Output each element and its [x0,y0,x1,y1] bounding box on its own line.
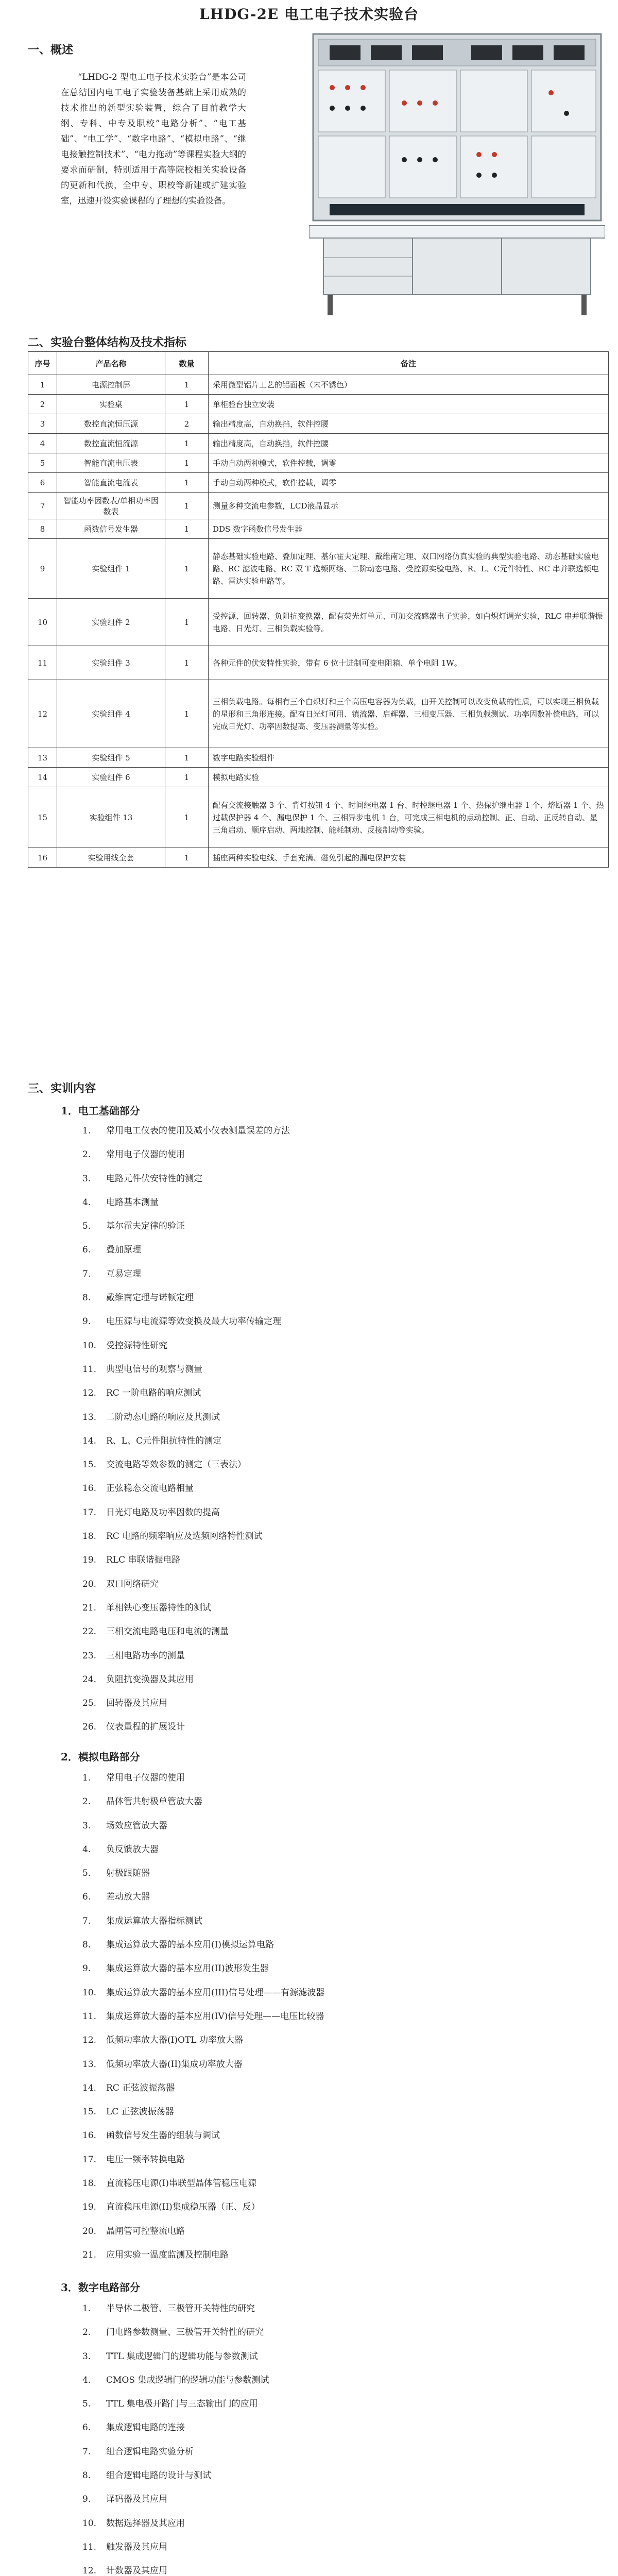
table-row [28,748,609,768]
cell-no: 5 [28,453,57,473]
list-item-label: 晶体管共射极单管放大器 [106,1797,202,1807]
list-item [82,1648,290,1672]
list-item-number: 5. [82,1868,91,1879]
list-item-label: 负反馈放大器 [106,1844,159,1855]
list-item [82,2104,324,2128]
list-item [82,2468,281,2492]
table-row [28,680,609,748]
section-heading-structure: 二、实验台整体结构及技术指标 [28,336,187,349]
list-item-label: 叠加原理 [106,1245,141,1256]
list-item-number: 9. [82,1316,91,1327]
cell-name: 实验桌 [57,395,165,414]
cell-qty: 2 [165,414,209,434]
list-item-number: 14. [82,2082,97,2093]
cell-qty: 1 [165,768,209,787]
list-item [82,1937,324,1961]
list-item [82,1961,324,1985]
experiment-list [82,1770,324,2271]
cell-name: 实验组件 13 [57,787,165,848]
list-item-label: 负阻抗变换器及其应用 [106,1674,194,1685]
list-item-number: 8. [82,2470,91,2481]
list-item-label: 组合逻辑电路实验分析 [106,2446,194,2457]
list-item-label: 三相电路功率的测量 [106,1650,185,1661]
list-item-label: 电压一频率转换电路 [106,2154,185,2165]
cell-name: 智能功率因数表/单相功率因数表 [57,493,165,519]
list-item-label: RC 一阶电路的响应测试 [106,1388,201,1399]
list-item-label: 单相铁心变压器特性的测试 [106,1602,211,1613]
list-item-label: 射极跟随器 [106,1868,150,1879]
cell-no: 1 [28,375,57,395]
list-item [82,2444,281,2468]
list-item-number: 8. [82,1293,91,1303]
list-item-number: 2. [82,1149,91,1160]
list-item-number: 7. [82,1916,91,1926]
list-item-label: 集成运算放大器的基本应用(II)波形发生器 [106,1963,269,1974]
list-item [82,2539,281,2563]
list-item-number: 10. [82,1340,97,1351]
list-item [82,1696,290,1719]
list-item-number: 11. [82,2541,97,2552]
table-row [28,473,609,493]
list-item-label: 直流稳压电源(I)串联型晶体管稳压电源 [106,2178,256,2189]
list-item-label: 译码器及其应用 [106,2494,167,2505]
cell-qty: 1 [165,473,209,493]
section-heading-overview: 一、概述 [28,43,74,57]
cell-name: 数控直流恒流源 [57,434,165,453]
list-item-number: 10. [82,1987,97,1998]
list-item-label: 集成运算放大器指标测试 [106,1916,202,1926]
list-item [82,2057,324,2080]
cell-qty: 1 [165,848,209,868]
list-item-label: TTL 集电极开路门与三态输出门的应用 [106,2399,258,2410]
part-heading: 3．数字电路部分 [61,2281,140,2294]
list-item [82,1290,290,1314]
list-item-number: 6. [82,1245,91,1256]
list-item [82,1794,324,1818]
list-item-label: 日光灯电路及功率因数的提高 [106,1507,220,1518]
list-item-label: 半导体二极管、三极管开关特性的研究 [106,2303,255,2314]
cell-desc: 手动自动两种模式，软件控载，调零 [209,453,609,473]
list-item-number: 15. [82,2107,97,2117]
cell-name: 实验组件 5 [57,748,165,768]
list-item [82,1505,290,1529]
list-item-label: 组合逻辑电路的设计与测试 [106,2470,211,2481]
list-item [82,2372,281,2396]
list-item-number: 13. [82,1412,97,1422]
list-item-label: 低频功率放大器(II)集成功率放大器 [106,2059,243,2070]
list-item-label: LC 正弦波振荡器 [106,2107,174,2117]
list-item [82,2247,324,2271]
list-item [82,1818,324,1842]
table-row [28,453,609,473]
list-item-number: 1. [82,2303,91,2314]
cell-qty: 1 [165,599,209,646]
list-item-label: 常用电子仪器的使用 [106,1149,185,1160]
list-item-label: 互易定理 [106,1268,141,1279]
list-item-number: 21. [82,1602,97,1613]
experiment-list [82,1123,290,1743]
list-item [82,1195,290,1218]
list-item [82,2563,281,2576]
list-item [82,2349,281,2372]
cell-desc: 输出精度高，自动换挡，软件控腰 [209,414,609,434]
intro-paragraph: “LHDG-2 型电工电子技术实验台”是本公司在总结国内电工电子实验装备基础上采用成熟的技术推出的新型实验装置，综合了目前教学大纲、专科、中专及职校“电路分析”、“电工基础”、“电工学”、“数字电路”、“模拟电路”、“继电接触控制技术”、“电力拖动”等课程实验大纲的要求而研制，特别适用于高等院校相关实验设备的更新和代换，全中专、职校等新建或扩建实验室，迅速开设实验课程的了理想的实验设备。 [61,72,246,206]
list-item-label: 常用电子仪器的使用 [106,1773,185,1783]
list-item [82,1242,290,1266]
list-item [82,1600,290,1624]
table-row [28,787,609,848]
list-item [82,1889,324,1913]
table-row [28,493,609,519]
list-item [82,2396,281,2420]
list-item-number: 23. [82,1650,97,1661]
list-item-number: 19. [82,1555,97,1566]
list-item-label: R、L、C元件阻抗特性的测定 [106,1435,222,1446]
cell-desc: 配有交流接触器 3 个、背灯按钮 4 个、时间继电器 1 台、时控继电器 1 个、热保护继电器 1 个、熔断器 1 个、热过载保护器 4 个、漏电保护 1 个、三相异步电机 1 台，可完成三相电机的点动控制、正、自动、正反转自动、星三角启动、顺序启动、两地控制、能耗制动、反接制动等实验。 [209,787,609,848]
list-item [82,1218,290,1242]
cell-name: 智能直流电压表 [57,453,165,473]
cell-no: 10 [28,599,57,646]
list-item-number: 4. [82,1844,91,1855]
cell-desc: 测量多种交流电参数，LCD液晶显示 [209,493,609,519]
list-item [82,1338,290,1362]
list-item-number: 5. [82,1221,91,1232]
cell-no: 2 [28,395,57,414]
cell-desc: 三相负载电路。每相有三个白炽灯和三个高压电容器为负载，由开关控制可以改变负载的性质，可以实现三相负载的星形和三角形连接。配有日光灯可用、镇流器、启辉器、三相变压器、三相负载测试、功率因数补偿电路，可以完成日光灯、功率因数提高、变压器测量等实验。 [209,680,609,748]
cell-no: 12 [28,680,57,748]
list-item-label: 集成运算放大器的基本应用(III)信号处理——有源滤波器 [106,1987,325,1998]
table-row [28,599,609,646]
cell-desc: 插座两种实验电线、手套充满、磁免引起的漏电保护安装 [209,848,609,868]
list-item [82,2420,281,2444]
list-item-label: 双口网络研究 [106,1579,159,1589]
cell-no: 13 [28,748,57,768]
list-item-label: 应用实验一温度监测及控制电路 [106,2249,229,2260]
list-item [82,1433,290,1457]
list-item [82,1314,290,1337]
cell-desc: 单柜验台独立安装 [209,395,609,414]
cell-name: 电源控制屏 [57,375,165,395]
spec-table [28,351,609,868]
column-header-desc: 备注 [209,352,609,375]
list-item-label: 三相交流电路电压和电流的测量 [106,1626,229,1637]
list-item [82,1171,290,1195]
list-item-number: 3. [82,1173,91,1184]
list-item [82,1672,290,1696]
list-item-label: 戴维南定理与诺顿定理 [106,1293,194,1303]
list-item [82,2009,324,2032]
cell-no: 11 [28,646,57,680]
list-item-number: 20. [82,1579,97,1589]
list-item [82,1770,324,1794]
list-item-label: 典型电信号的观察与测量 [106,1364,202,1375]
list-item [82,1866,324,1889]
cell-name: 实验用线全套 [57,848,165,868]
list-item-label: 门电路参数测量、三极管开关特性的研究 [106,2327,264,2338]
cell-qty: 1 [165,539,209,599]
list-item-number: 21. [82,2249,97,2260]
list-item-number: 5. [82,2399,91,2410]
list-item [82,1147,290,1171]
list-item-number: 3. [82,2351,91,2362]
experiment-list [82,2301,281,2576]
list-item-number: 26. [82,1722,97,1733]
column-header-name: 产品名称 [57,352,165,375]
list-item [82,1529,290,1552]
cell-qty: 1 [165,375,209,395]
list-item-number: 17. [82,1507,97,1518]
list-item-number: 2. [82,1797,91,1807]
table-row [28,646,609,680]
cell-desc: 各种元件的伏安特性实验，带有 6 位十进制可变电阻箱、单个电阻 1W。 [209,646,609,680]
list-item-number: 6. [82,2422,91,2433]
list-item-number: 19. [82,2202,97,2213]
list-item-label: 二阶动态电路的响应及其测试 [106,1412,220,1422]
list-item [82,1913,324,1937]
list-item-number: 12. [82,2566,97,2576]
list-item [82,1123,290,1147]
table-row [28,768,609,787]
list-item-number: 1. [82,1773,91,1783]
list-item-number: 13. [82,2059,97,2070]
list-item-number: 11. [82,2011,97,2022]
list-item-label: 数据选择器及其应用 [106,2518,185,2529]
list-item-number: 17. [82,2154,97,2165]
list-item-label: 常用电工仪表的使用及减小仪表测量误差的方法 [106,1126,290,1136]
list-item-number: 11. [82,1364,97,1375]
list-item-label: RLC 串联谐振电路 [106,1555,181,1566]
list-item-label: 回转器及其应用 [106,1698,167,1709]
table-header-row [28,352,609,375]
cell-name: 实验组件 3 [57,646,165,680]
list-item-number: 2. [82,2327,91,2338]
list-item-number: 7. [82,1268,91,1279]
cell-no: 14 [28,768,57,787]
list-item-number: 7. [82,2446,91,2457]
list-item [82,1410,290,1433]
table-row [28,375,609,395]
table-row [28,434,609,453]
list-item [82,1842,324,1866]
list-item-label: 计数器及其应用 [106,2566,167,2576]
list-item-label: 场效应管放大器 [106,1820,167,1831]
list-item [82,2128,324,2151]
product-photo [309,31,605,319]
part-heading: 1．电工基础部分 [61,1105,140,1117]
list-item [82,2152,324,2176]
cell-name: 实验组件 4 [57,680,165,748]
list-item-label: 集成运算放大器的基本应用(IV)信号处理——电压比较器 [106,2011,324,2022]
list-item-number: 3. [82,1820,91,1831]
cell-desc: 静态基础实验电路、叠加定理、基尔霍夫定理、戴维南定理、双口网络仿真实验的典型实验电路、动态基础实验电路、RC 滤波电路、RC 双 T 选频网络、二阶动态电路、受控源实验电路、R、L、C元件特性、RC 串并联选频电路、雷达实验电路等。 [209,539,609,599]
list-item-number: 10. [82,2518,97,2529]
list-item-number: 18. [82,1531,97,1542]
cell-name: 实验组件 6 [57,768,165,787]
list-item [82,1985,324,2009]
list-item-number: 8. [82,1940,91,1951]
list-item-number: 18. [82,2178,97,2189]
list-item [82,2080,324,2104]
table-row [28,848,609,868]
list-item-number: 22. [82,1626,97,1637]
list-item-number: 6. [82,1892,91,1903]
list-item-number: 15. [82,1460,97,1470]
list-item-number: 16. [82,2130,97,2141]
list-item [82,2301,281,2325]
list-item [82,1266,290,1290]
list-item-number: 24. [82,1674,97,1685]
cell-no: 15 [28,787,57,848]
column-header-qty: 数量 [165,352,209,375]
list-item-number: 1. [82,1126,91,1136]
list-item [82,1362,290,1385]
list-item-label: 晶闸管可控整流电路 [106,2226,185,2236]
list-item-label: 集成运算放大器的基本应用(I)模拟运算电路 [106,1940,274,1951]
cell-no: 7 [28,493,57,519]
list-item-number: 12. [82,2035,97,2046]
list-item-number: 14. [82,1435,97,1446]
cell-no: 6 [28,473,57,493]
cell-desc: 受控源、回转器、负阻抗变换器、配有荧光灯单元、可加交流感器电子实验，如白炽灯调光实验，RLC 串并联谐振电路、日光灯、三相负载实验等。 [209,599,609,646]
cell-desc: 数字电路实验组件 [209,748,609,768]
cell-no: 3 [28,414,57,434]
cell-no: 9 [28,539,57,599]
list-item-label: 低频功率放大器(I)OTL 功率放大器 [106,2035,243,2046]
list-item-label: RC 电路的频率响应及选频网络特性测试 [106,1531,263,1542]
list-item-label: 集成逻辑电路的连接 [106,2422,185,2433]
list-item-label: 电路元件伏安特性的测定 [106,1173,202,1184]
table-row [28,414,609,434]
list-item-label: RC 正弦波振荡器 [106,2082,175,2093]
cell-name: 实验组件 2 [57,599,165,646]
list-item-label: TTL 集成逻辑门的逻辑功能与参数测试 [106,2351,258,2362]
column-header-no: 序号 [28,352,57,375]
list-item-number: 25. [82,1698,97,1709]
list-item [82,2176,324,2199]
list-item-number: 12. [82,1388,97,1399]
section-heading-content: 三、实训内容 [28,1082,96,1095]
list-item [82,2199,324,2223]
cell-qty: 1 [165,519,209,539]
list-item [82,1385,290,1409]
cell-desc: DDS 数字函数信号发生器 [209,519,609,539]
list-item [82,1624,290,1648]
cell-qty: 1 [165,748,209,768]
cell-qty: 1 [165,434,209,453]
list-item [82,2492,281,2515]
list-item [82,2516,281,2539]
list-item-label: 基尔霍夫定律的验证 [106,1221,185,1232]
cell-no: 4 [28,434,57,453]
list-item-number: 4. [82,2375,91,2385]
table-row [28,519,609,539]
cell-qty: 1 [165,395,209,414]
list-item-label: 正弦稳态交流电路相量 [106,1483,194,1494]
part-heading: 2．模拟电路部分 [61,1751,140,1763]
list-item [82,1552,290,1576]
list-item [82,2325,281,2348]
list-item [82,1719,290,1743]
list-item-label: 仪表量程的扩展设计 [106,1722,185,1733]
list-item [82,1481,290,1504]
cell-qty: 1 [165,646,209,680]
cell-no: 16 [28,848,57,868]
cell-no: 8 [28,519,57,539]
list-item-label: 函数信号发生器的组装与调试 [106,2130,220,2141]
list-item-number: 20. [82,2226,97,2236]
list-item-label: 差动放大器 [106,1892,150,1903]
list-item-label: 受控源特性研究 [106,1340,167,1351]
cell-qty: 1 [165,453,209,473]
list-item-number: 9. [82,2494,91,2505]
cell-desc: 手动自动两种模式，软件控载，调零 [209,473,609,493]
cell-name: 数控直流恒压源 [57,414,165,434]
cell-desc: 模拟电路实验 [209,768,609,787]
page-title: LHDG-2E 电工电子技术实验台 [199,6,419,23]
list-item-label: 直流稳压电源(II)集成稳压器（正、反） [106,2202,260,2213]
list-item-number: 9. [82,1963,91,1974]
table-row [28,395,609,414]
list-item-label: CMOS 集成逻辑门的逻辑功能与参数测试 [106,2375,269,2385]
cell-qty: 1 [165,493,209,519]
cell-desc: 采用微型铝片工艺的铝面板（未不锈色） [209,375,609,395]
list-item-label: 电压源与电流源等效变换及最大功率传输定理 [106,1316,281,1327]
list-item [82,2224,324,2247]
list-item-label: 电路基本测量 [106,1197,159,1208]
list-item-label: 交流电路等效参数的测定（三表法） [106,1460,246,1470]
cell-name: 函数信号发生器 [57,519,165,539]
list-item-label: 触发器及其应用 [106,2541,167,2552]
cell-qty: 1 [165,787,209,848]
list-item-number: 16. [82,1483,97,1494]
cell-name: 实验组件 1 [57,539,165,599]
list-item [82,2032,324,2056]
table-row [28,539,609,599]
cell-qty: 1 [165,680,209,748]
list-item-number: 4. [82,1197,91,1208]
list-item [82,1577,290,1600]
cell-desc: 输出精度高，自动换挡，软件控腰 [209,434,609,453]
list-item [82,1457,290,1481]
cell-name: 智能直流电流表 [57,473,165,493]
